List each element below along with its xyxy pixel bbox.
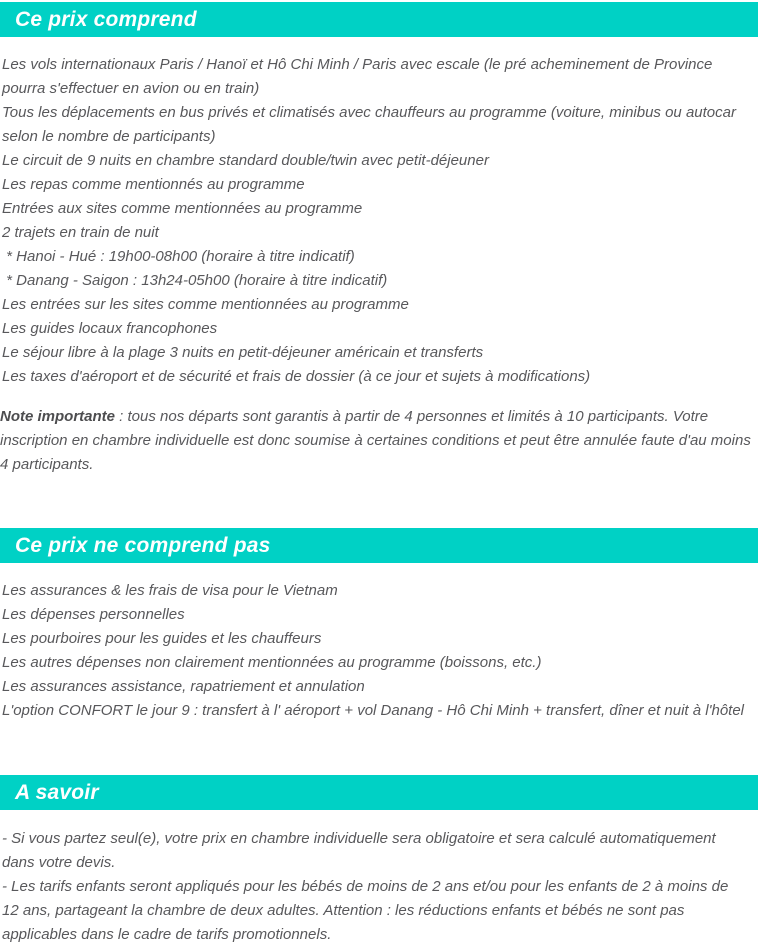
list-item: Entrées aux sites comme mentionnées au programme	[2, 200, 363, 217]
section-header-bar	[0, 775, 758, 810]
section-header-bar	[0, 528, 758, 563]
list-item: Les dépenses personnelles	[2, 606, 185, 623]
section-header-bar	[0, 2, 758, 37]
list-item: * Hanoi - Hué : 19h00-08h00 (horaire à titre indicatif)	[2, 248, 355, 265]
list-item: Les assurances & les frais de visa pour le Vietnam	[2, 582, 338, 599]
list-item: Les guides locaux francophones	[2, 320, 218, 337]
important-note-text: : tous nos départs sont garantis à partir de 4 personnes et limités à 10 participants. Votre inscription en chambre individuelle est donc soumise à certaines conditions et peut être annulée faute d'au moins 4 participants.	[0, 408, 755, 473]
section-title: Ce prix ne comprend pas	[15, 533, 271, 557]
section-good-to-know	[0, 775, 758, 947]
list-item: Les autres dépenses non clairement mentionnées au programme (boissons, etc.)	[2, 654, 542, 671]
list-item: Le circuit de 9 nuits en chambre standard double/twin avec petit-déjeuner	[2, 152, 489, 169]
list-item: - Si vous partez seul(e), votre prix en chambre individuelle sera obligatoire et sera calculé automatiquement dans votre devis.	[2, 830, 720, 871]
section-price-excludes	[0, 528, 758, 723]
list-item: 2 trajets en train de nuit	[2, 224, 159, 241]
important-note	[0, 405, 758, 477]
section-title: Ce prix comprend	[15, 7, 197, 31]
list-item: Le séjour libre à la plage 3 nuits en petit-déjeuner américain et transferts	[2, 344, 484, 361]
good-to-know-list	[2, 827, 748, 947]
list-item: Les assurances assistance, rapatriement et annulation	[2, 678, 365, 695]
list-item: Les pourboires pour les guides et les chauffeurs	[2, 630, 322, 647]
list-item: - Les tarifs enfants seront appliqués pour les bébés de moins de 2 ans et/ou pour les enfants de 2 à moins de 12 ans, partageant la chambre de deux adultes. Attention : les réductions enfants et bébés ne sont pas applicables dans le cadre de tarifs promotionnels.	[2, 878, 733, 943]
section-price-includes	[0, 2, 758, 477]
list-item: * Danang - Saigon : 13h24-05h00 (horaire à titre indicatif)	[2, 272, 388, 289]
list-item: Les vols internationaux Paris / Hanoï et Hô Chi Minh / Paris avec escale (le pré acheminement de Province pourra s'effectuer en avion ou en train)	[2, 56, 717, 97]
list-item: L'option CONFORT le jour 9 : transfert à l' aéroport + vol Danang - Hô Chi Minh + transfert, dîner et nuit à l'hôtel	[2, 702, 745, 719]
important-note-label: Note importante	[0, 408, 116, 425]
price-excludes-list	[2, 579, 748, 723]
price-includes-list	[2, 53, 748, 389]
list-item: Tous les déplacements en bus privés et climatisés avec chauffeurs au programme (voiture, minibus ou autocar selon le nombre de participants)	[2, 104, 741, 145]
list-item: Les taxes d'aéroport et de sécurité et frais de dossier (à ce jour et sujets à modifications)	[2, 368, 591, 385]
list-item: Les repas comme mentionnés au programme	[2, 176, 305, 193]
list-item: Les entrées sur les sites comme mentionnées au programme	[2, 296, 409, 313]
section-title: A savoir	[15, 780, 99, 804]
